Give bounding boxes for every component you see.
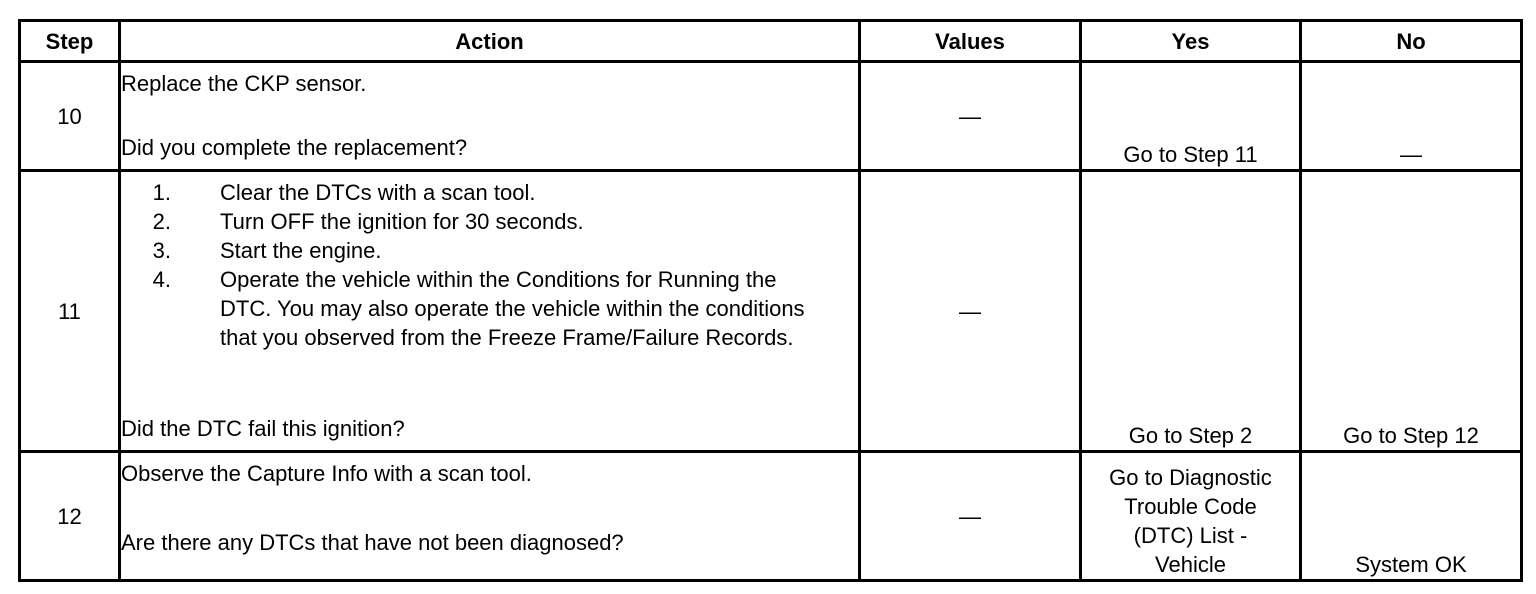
header-no: No — [1301, 21, 1522, 62]
list-item — [121, 207, 858, 236]
list-item-number: 4. — [152, 267, 171, 292]
action-instruction: Observe the Capture Info with a scan tool. — [121, 461, 532, 486]
header-yes: Yes — [1081, 21, 1301, 62]
list-item — [121, 265, 858, 352]
table-row — [20, 171, 1522, 452]
action-instruction: Replace the CKP sensor. — [121, 71, 367, 96]
header-row — [20, 21, 1522, 62]
list-item — [121, 178, 858, 207]
no-outcome: — — [1400, 142, 1422, 167]
action-cell — [120, 452, 860, 581]
list-item-number: 3. — [152, 238, 171, 263]
yes-outcome: Go to Diagnostic Trouble Code (DTC) List - Vehicle — [1109, 465, 1272, 577]
list-item-text: Turn OFF the ignition for 30 seconds. — [220, 209, 584, 234]
action-cell — [120, 171, 860, 452]
header-values: Values — [860, 21, 1081, 62]
no-outcome: Go to Step 12 — [1343, 423, 1479, 448]
yes-cell — [1081, 62, 1301, 171]
values-dash: — — [959, 298, 981, 324]
list-item — [121, 236, 858, 265]
no-cell — [1301, 171, 1522, 452]
action-question: Are there any DTCs that have not been diagnosed? — [121, 530, 624, 555]
values-cell — [860, 171, 1081, 452]
values-cell — [860, 62, 1081, 171]
action-step-list — [121, 178, 858, 352]
action-question: Did you complete the replacement? — [121, 135, 468, 160]
values-cell — [860, 452, 1081, 581]
no-outcome: System OK — [1355, 552, 1467, 577]
diagnostic-table — [18, 19, 1523, 582]
list-item-number: 1. — [152, 180, 171, 205]
step-number: 10 — [20, 62, 120, 171]
list-item-number: 2. — [152, 209, 171, 234]
yes-outcome: Go to Step 11 — [1123, 142, 1258, 167]
action-cell — [120, 62, 860, 171]
yes-outcome: Go to Step 2 — [1128, 423, 1253, 448]
list-item-text: Start the engine. — [220, 238, 382, 263]
no-cell — [1301, 452, 1522, 581]
yes-cell — [1081, 452, 1301, 581]
step-number: 11 — [20, 171, 120, 452]
values-dash: — — [959, 103, 981, 129]
yes-cell — [1081, 171, 1301, 452]
table-row — [20, 452, 1522, 581]
header-step: Step — [20, 21, 120, 62]
list-item-text: Operate the vehicle within the Conditions for Running the DTC. You may also operate the vehicle within the conditions that you observed from the Freeze Frame/Failure Records. — [220, 267, 805, 350]
values-dash: — — [959, 503, 981, 529]
step-number: 12 — [20, 452, 120, 581]
no-cell — [1301, 62, 1522, 171]
table-row — [20, 62, 1522, 171]
action-question: Did the DTC fail this ignition? — [121, 416, 405, 441]
list-item-text: Clear the DTCs with a scan tool. — [220, 180, 536, 205]
header-action: Action — [120, 21, 860, 62]
